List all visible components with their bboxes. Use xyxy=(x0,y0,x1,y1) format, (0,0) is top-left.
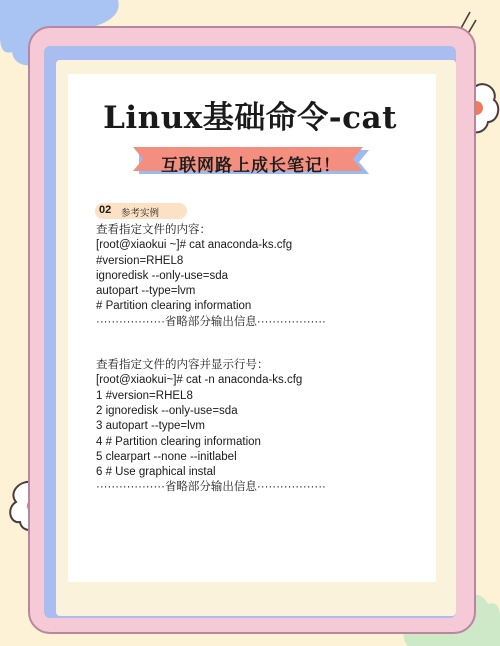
example2-line: 1 #version=RHEL8 xyxy=(96,389,193,402)
example2-line: 4 # Partition clearing information xyxy=(96,435,261,448)
example1-line: #version=RHEL8 xyxy=(96,254,184,267)
page-title: Linux基础命令-cat xyxy=(103,100,397,136)
section-badge xyxy=(95,203,187,219)
example1-line: ignoredisk --only-use=sda xyxy=(96,269,228,282)
subtitle-banner xyxy=(133,144,369,178)
example-content xyxy=(96,223,436,496)
example2-line: [root@xiaokui~]# cat -n anaconda-ks.cfg xyxy=(96,374,303,387)
section-label: 参考实例 xyxy=(121,208,160,219)
example1-omitted-note: ··················省略部分输出信息·················· xyxy=(96,315,326,328)
section-number: 02 xyxy=(99,204,112,216)
example1-heading: 查看指定文件的内容： xyxy=(96,224,211,236)
example1-line: # Partition clearing information xyxy=(96,300,252,313)
example2-line: 5 clearpart --none --initlabel xyxy=(96,450,237,463)
example1-line: [root@xiaokui ~]# cat anaconda-ks.cfg xyxy=(96,239,293,252)
example2-line: 2 ignoredisk --only-use=sda xyxy=(96,404,238,417)
example2-heading: 查看指定文件的内容并显示行号： xyxy=(96,359,269,372)
example2-line: 3 autopart --type=lvm xyxy=(96,420,205,433)
banner-text: 互联网路上成长笔记！ xyxy=(161,156,341,175)
example1-line: autopart --type=lvm xyxy=(96,285,196,298)
example2-line: 6 # Use graphical instal xyxy=(96,466,216,479)
example2-omitted-note: ··················省略部分输出信息·················· xyxy=(96,481,326,494)
